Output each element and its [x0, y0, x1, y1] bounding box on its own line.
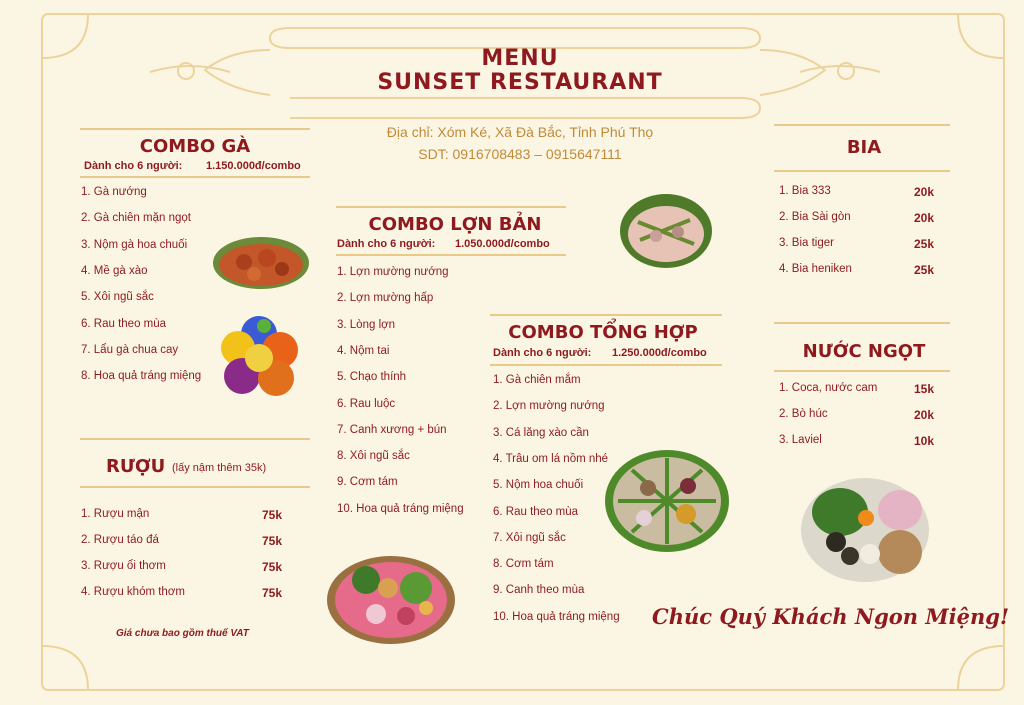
- menu-item: 3. Rượu ổi thơm: [81, 560, 166, 572]
- menu-item-price: 20k: [914, 185, 935, 199]
- menu-item-price: 75k: [262, 508, 283, 522]
- menu-item: 7. Xôi ngũ sắc: [493, 531, 566, 544]
- menu-item: 7. Lẩu gà chua cay: [81, 343, 179, 356]
- bia-top-rule: [774, 124, 950, 126]
- menu-item: 3. Nộm gà hoa chuối: [81, 238, 188, 251]
- menu-item: 4. Trâu om lá nồm nhé: [493, 452, 609, 465]
- menu-item: 1. Coca, nước cam: [779, 382, 878, 394]
- combo-lon-serving: Dành cho 6 người:: [337, 238, 436, 250]
- menu-item: 1. Gà chiên mắm: [493, 374, 581, 386]
- address-text: Địa chỉ: Xóm Ké, Xã Đà Bắc, Tỉnh Phú Thọ: [386, 124, 654, 140]
- menu-item: 5. Nộm hoa chuối: [493, 479, 584, 492]
- bia-title: BIA: [846, 137, 882, 158]
- ruou-top-rule: [80, 438, 310, 440]
- pork-platter-image: [618, 192, 714, 270]
- menu-item: 8. Cơm tám: [493, 558, 554, 571]
- combo-ga-top-rule: [80, 128, 310, 130]
- ruou-note: (lấy nậm thêm 35k): [172, 462, 267, 474]
- menu-item: 9. Cơm tám: [337, 476, 398, 489]
- menu-item: 5. Chạo thính: [337, 371, 407, 384]
- combo-lon-bottom-rule: [336, 254, 566, 256]
- combo-lon-title: COMBO LỢN BẢN: [368, 214, 542, 235]
- menu-item: 5. Xôi ngũ sắc: [81, 291, 154, 304]
- menu-item: 10. Hoa quả tráng miệng: [337, 502, 464, 515]
- menu-item-price: 75k: [262, 534, 283, 548]
- combo-ga-serving: Dành cho 6 người:: [84, 160, 183, 172]
- menu-item-price: 20k: [914, 408, 935, 422]
- menu-item: 3. Cá lăng xào cần: [493, 426, 589, 439]
- nuoc-ngot-title: NƯỚC NGỌT: [802, 341, 926, 362]
- menu-item: 2. Lợn mường nướng: [493, 400, 605, 413]
- combo-ga-bottom-rule: [80, 176, 310, 178]
- menu-item: 4. Rượu khóm thơm: [81, 586, 185, 598]
- vat-note: Giá chưa bao gồm thuế VAT: [116, 628, 249, 639]
- combo-tong-hop-price: 1.250.000đ/combo: [612, 347, 707, 359]
- menu-item: 1. Rượu mận: [81, 508, 150, 520]
- menu-item: 4. Nộm tai: [337, 344, 390, 357]
- menu-item: 2. Gà chiên mặn ngọt: [81, 212, 191, 225]
- greeting-text: Chúc Quý Khách Ngon Miệng!: [652, 604, 1010, 629]
- menu-item: 1. Bia 333: [779, 185, 831, 197]
- menu-item-price: 75k: [262, 586, 283, 600]
- menu-title: MENU: [481, 46, 559, 71]
- combo-ga-title: COMBO GÀ: [139, 136, 251, 157]
- mixed-platter-image: [326, 548, 456, 646]
- menu-item: 1. Gà nướng: [81, 186, 147, 198]
- menu-item: 3. Lòng lợn: [337, 318, 396, 331]
- menu-item-price: 15k: [914, 382, 935, 396]
- combo-tong-hop-bottom-rule: [490, 364, 722, 366]
- menu-item: 3. Bia tiger: [779, 237, 834, 249]
- combo-platter-image: [604, 448, 730, 554]
- menu-item: 2. Bia Sài gòn: [779, 211, 851, 223]
- combo-tong-hop-top-rule: [490, 314, 722, 316]
- menu-item-price: 75k: [262, 560, 283, 574]
- nuoc-ngot-top-rule: [774, 322, 950, 324]
- menu-item: 3. Laviel: [779, 434, 822, 446]
- menu-item-price: 20k: [914, 211, 935, 225]
- menu-item: 9. Canh theo mùa: [493, 584, 585, 597]
- menu-item: 8. Hoa quả tráng miệng: [81, 370, 202, 383]
- menu-item: 2. Lợn mường hấp: [337, 292, 434, 305]
- seafood-platter-image: [800, 472, 930, 584]
- menu-item: 4. Mề gà xào: [81, 264, 148, 277]
- combo-tong-hop-title: COMBO TỔNG HỢP: [508, 322, 698, 343]
- restaurant-name: SUNSET RESTAURANT: [377, 70, 663, 95]
- menu-item: 8. Xôi ngũ sắc: [337, 450, 410, 463]
- chicken-dish-image: [212, 236, 310, 290]
- bia-bottom-rule: [774, 170, 950, 172]
- nuoc-ngot-bottom-rule: [774, 370, 950, 372]
- menu-item-price: 10k: [914, 434, 935, 448]
- menu-item: 1. Lợn mường nướng: [337, 266, 449, 278]
- combo-lon-price: 1.050.000đ/combo: [455, 238, 550, 250]
- ruou-title: RƯỢU: [106, 456, 166, 477]
- ruou-bottom-rule: [80, 486, 310, 488]
- menu-item: 4. Bia heniken: [779, 263, 852, 275]
- menu-item: 6. Rau theo mùa: [493, 505, 579, 518]
- menu-item-price: 25k: [914, 263, 935, 277]
- menu-item-price: 25k: [914, 237, 935, 251]
- menu-item: 10. Hoa quả tráng miệng: [493, 610, 620, 623]
- combo-ga-price: 1.150.000đ/combo: [206, 160, 301, 172]
- menu-item: 6. Rau theo mùa: [81, 317, 167, 330]
- five-color-sticky-rice-image: [216, 312, 302, 404]
- menu-item: 7. Canh xương + bún: [337, 423, 447, 436]
- menu-item: 2. Bò húc: [779, 408, 828, 420]
- menu-item: 2. Rượu táo đá: [81, 534, 159, 546]
- menu-item: 6. Rau luộc: [337, 397, 396, 410]
- phone-text: SDT: 0916708483 – 0915647111: [418, 146, 622, 162]
- combo-tong-hop-serving: Dành cho 6 người:: [493, 347, 592, 359]
- combo-lon-top-rule: [336, 206, 566, 208]
